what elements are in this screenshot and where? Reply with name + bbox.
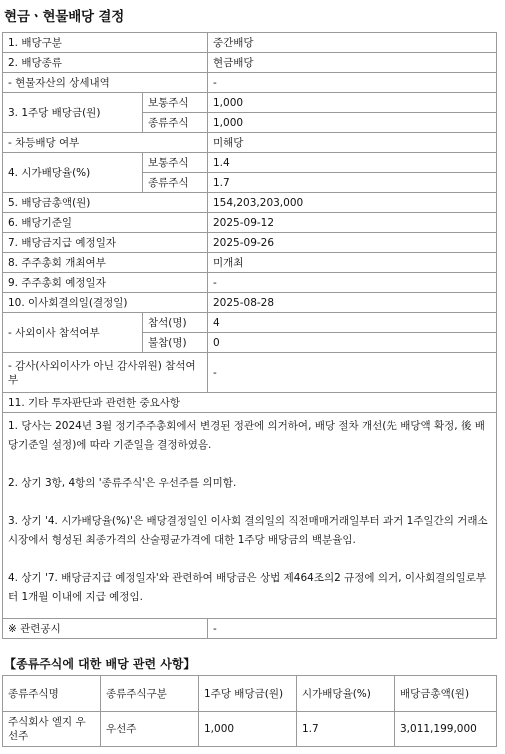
dividend-per-share-preferred-value: 1,000 (208, 113, 497, 133)
page-title: 현금ㆍ현물배당 결정 (4, 9, 125, 25)
preferred-stock-label: 종류주식 (143, 113, 208, 133)
dividend-per-share-common-value: 1,000 (208, 93, 497, 113)
table-cell: 주식회사 엘지 우선주 (3, 712, 101, 747)
table-row (3, 193, 497, 213)
dividend-per-share-label: 3. 1주당 배당금(원) (3, 93, 143, 133)
board-resolution-date-label: 10. 이사회결의일(결정일) (3, 293, 208, 313)
preferred-stock-label: 종류주식 (143, 173, 208, 193)
shareholders-meeting-date-value: - (208, 273, 497, 293)
dividend-yield-label: 4. 시가배당율(%) (3, 153, 143, 193)
record-date-value: 2025-09-12 (208, 213, 497, 233)
dividend-kind-value: 현금배당 (208, 53, 497, 73)
column-header: 종류주식명 (3, 676, 101, 712)
table-row (3, 712, 497, 747)
board-resolution-date-value: 2025-08-28 (208, 293, 497, 313)
outside-director-attendance-label: - 사외이사 참석여부 (3, 313, 143, 353)
attended-label: 참석(명) (143, 313, 208, 333)
auditor-attendance-label: - 감사(사외이사가 아닌 감사위원) 참석여부 (3, 353, 208, 393)
shareholders-meeting-held-label: 8. 주주총회 개최여부 (3, 253, 208, 273)
differential-dividend-label: - 차등배당 여부 (3, 133, 208, 153)
table-row (3, 213, 497, 233)
table-header-row (3, 676, 497, 712)
note-4: 4. 상기 '7. 배당금지급 예정일자'와 관련하여 배당금은 상법 제464조의2 규정에 의거, 이사회결의일로부터 1개월 이내에 지급 예정임. (8, 572, 487, 603)
related-disclosure-label: ※ 관련공시 (3, 619, 208, 639)
record-date-label: 6. 배당기준일 (3, 213, 208, 233)
section-title: 【종류주식에 대한 배당 관련 사항】 (4, 657, 196, 671)
payment-date-label: 7. 배당금지급 예정일자 (3, 233, 208, 253)
related-disclosure-value: - (208, 619, 497, 639)
absent-label: 불참(명) (143, 333, 208, 353)
column-header: 시가배당율(%) (297, 676, 395, 712)
auditor-attendance-value: - (208, 353, 497, 393)
dividend-yield-preferred-value: 1.7 (208, 173, 497, 193)
column-header: 배당금총액(원) (395, 676, 497, 712)
table-cell: 1.7 (297, 712, 395, 747)
common-stock-label: 보통주식 (143, 93, 208, 113)
column-header: 1주당 배당금(원) (199, 676, 297, 712)
payment-date-value: 2025-09-26 (208, 233, 497, 253)
in-kind-asset-detail-label: - 현물자산의 상세내역 (3, 73, 208, 93)
table-row (3, 619, 497, 639)
table-row (3, 293, 497, 313)
table-row (3, 93, 497, 113)
table-row (3, 53, 497, 73)
table-row (3, 33, 497, 53)
table-row (3, 153, 497, 173)
other-matters-notes (3, 413, 497, 619)
common-stock-label: 보통주식 (143, 153, 208, 173)
dividend-kind-label: 2. 배당종류 (3, 53, 208, 73)
dividend-yield-common-value: 1.4 (208, 153, 497, 173)
table-cell: 3,011,199,000 (395, 712, 497, 747)
note-3: 3. 상기 '4. 시가배당율(%)'은 배당결정일인 이사회 결의일의 직전매매거래일부터 과거 1주일간의 거래소시장에서 형성된 최종가격의 산술평균가격에 대한 1주당 배당금의 백분율임. (8, 515, 488, 546)
table-row (3, 313, 497, 333)
table-row (3, 133, 497, 153)
dividend-type-label: 1. 배당구분 (3, 33, 208, 53)
dividend-type-value: 중간배당 (208, 33, 497, 53)
other-matters-heading: 11. 기타 투자판단과 관련한 중요사항 (3, 393, 497, 413)
shareholders-meeting-held-value: 미개최 (208, 253, 497, 273)
table-cell: 우선주 (101, 712, 199, 747)
in-kind-asset-detail-value: - (208, 73, 497, 93)
attended-value: 4 (208, 313, 497, 333)
total-dividend-value: 154,203,203,000 (208, 193, 497, 213)
note-2: 2. 상기 3항, 4항의 '종류주식'은 우선주를 의미함. (8, 477, 237, 489)
note-1: 1. 당사는 2024년 3월 정기주주총회에서 변경된 정관에 의거하여, 배당 절차 개선(先 배당액 확정, 後 배당기준일 설정)에 따라 기준일을 결정하였음. (8, 420, 485, 451)
table-row (3, 273, 497, 293)
preferred-stock-dividend-table (2, 675, 497, 747)
column-header: 종류주식구분 (101, 676, 199, 712)
table-row (3, 413, 497, 619)
table-row (3, 353, 497, 393)
dividend-decision-table (2, 32, 497, 639)
table-row (3, 233, 497, 253)
total-dividend-label: 5. 배당금총액(원) (3, 193, 208, 213)
table-row (3, 393, 497, 413)
table-row (3, 73, 497, 93)
shareholders-meeting-date-label: 9. 주주총회 예정일자 (3, 273, 208, 293)
table-row (3, 253, 497, 273)
differential-dividend-value: 미해당 (208, 133, 497, 153)
table-cell: 1,000 (199, 712, 297, 747)
absent-value: 0 (208, 333, 497, 353)
